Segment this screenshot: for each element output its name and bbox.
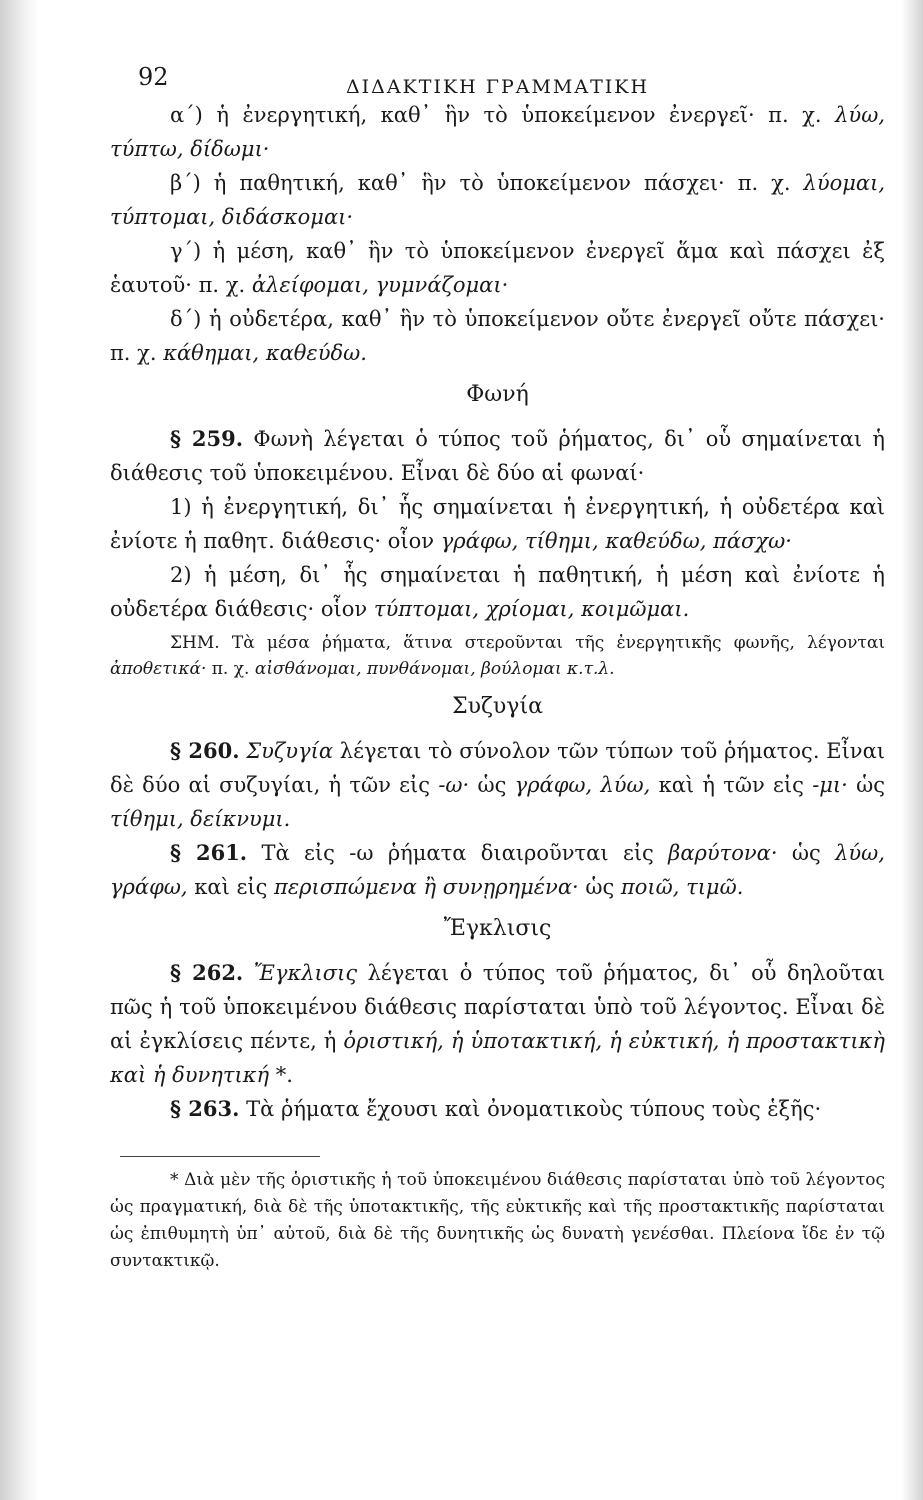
section-260-text: λέγεται τὸ σύνολον τῶν τύπων τοῦ ῥήματος. Εἶναι δὲ δύο αἱ συζυγίαι, ἡ τῶν εἰς — [110, 739, 885, 797]
section-259-item-2 — [110, 558, 885, 626]
note-text: ΣΗΜ. Τὰ μέσα ῥήματα, ἅτινα στεροῦνται τῆς ἐνεργητικῆς φωνῆς, λέγονται — [170, 633, 885, 653]
section-259-note — [110, 630, 885, 682]
section-259-item-1 — [110, 490, 885, 558]
section-261-mid2: καὶ εἰς — [187, 875, 275, 899]
voice-c — [110, 234, 885, 302]
section-263 — [110, 1092, 885, 1126]
section-260 — [110, 734, 885, 836]
voice-c-examples: ἀλείφομαι, γυμνάζομαι· — [251, 273, 509, 297]
voice-a-examples: λύω, τύπτω, δίδωμι· — [110, 103, 885, 161]
footnote-marker: *. — [269, 1063, 293, 1087]
section-262-term: Ἔγκλισις — [243, 961, 358, 985]
section-263-text: Τὰ ῥήματα ἔχουσι καὶ ὀνοματικοὺς τύπους τοὺς ἑξῆς· — [239, 1097, 822, 1121]
section-heading-enklisis: Ἔγκλισις — [443, 916, 552, 941]
section-heading-syzygia: Συζυγία — [452, 694, 543, 719]
item-2-examples: τύπτομαι, χρίομαι, κοιμῶμαι. — [373, 597, 690, 621]
voice-b-text: β΄) ἡ παθητική, καθ᾽ ἣν τὸ ὑποκείμενον πάσχει· π. χ. — [170, 171, 804, 195]
section-261-text: Τὰ εἰς -ω ῥήματα διαιροῦνται εἰς — [247, 841, 669, 865]
note-examples: αἰσθάνομαι, πυνθάνομαι, βούλομαι κ.τ.λ. — [254, 659, 615, 679]
page-header — [110, 50, 885, 98]
mood-list: ὁριστική, ἡ ὑποτακτική, ἡ εὐκτική, ἡ προστακτικὴ καὶ ἡ δυνητική — [110, 1029, 886, 1087]
term-barytona: βαρύτονα· — [668, 841, 778, 865]
section-260-mid: ὡς — [469, 773, 515, 797]
section-259-text: Φωνὴ λέγεται ὁ τύπος τοῦ ῥήματος, δι᾽ οὗ σημαίνεται ἡ διάθεσις τοῦ ὑποκειμένου. Εἶναι δὲ δύο αἱ φωναί· — [110, 427, 885, 485]
voice-a — [110, 98, 885, 166]
footnote-rule — [120, 1156, 320, 1157]
note-term: ἀποθετικά· — [110, 659, 207, 679]
section-261-mid: ὡς — [777, 841, 836, 865]
section-number: § 261. — [170, 840, 248, 865]
voice-d — [110, 302, 885, 370]
section-260-mid3: ὡς — [847, 773, 885, 797]
voice-b-examples: λύομαι, τύπτομαι, διδάσκομαι· — [110, 171, 885, 229]
ending-omega: -ω· — [438, 773, 470, 797]
section-heading-phone: Φωνή — [466, 382, 529, 407]
section-260-mid2: καὶ ἡ τῶν εἰς — [650, 773, 813, 797]
section-number: § 259. — [170, 426, 244, 451]
voice-c-text: γ΄) ἡ μέση, καθ᾽ ἣν τὸ ὑποκείμενον ἐνεργεῖ ἅμα καὶ πάσχει ἐξ ἑαυτοῦ· π. χ. — [110, 239, 885, 297]
footnote: * Διὰ μὲν τῆς ὁριστικῆς ἡ τοῦ ὑποκειμένου διάθεσις παρίσταται ὑπὸ τοῦ λέγοντος ὡς πραγματική, διὰ δὲ τῆς ὑποτακτικῆς, τῆς εὐκτικῆς καὶ τῆς προστακτικῆς παρίσταται ὡς ἐπιθυμητὴ ὑπ᾽ αὐτοῦ, διὰ δὲ τῆς δυνητικῆς ὡς δυνατὴ γενέσθαι. Πλείονα ἴδε ἐν τῷ συντακτικῷ. — [110, 1170, 885, 1271]
section-260-term: Συζυγία — [239, 739, 334, 763]
example-perispomena: ποιῶ, τιμῶ. — [620, 875, 744, 899]
example-omega: γράφω, λύω, — [514, 773, 651, 797]
note-mid: π. χ. — [206, 659, 255, 679]
section-261 — [110, 836, 885, 904]
voice-a-text: α΄) ἡ ἐνεργητική, καθ᾽ ἣν τὸ ὑποκείμενον ἐνεργεῖ· π. χ. — [170, 103, 836, 127]
term-perispomena: περισπώμενα ἢ συνῃρημένα· — [274, 875, 579, 899]
item-1-examples: γράφω, τίθημι, καθεύδω, πάσχω· — [440, 529, 792, 553]
item-2-text: 2) ἡ μέση, δι᾽ ἧς σημαίνεται ἡ παθητική, ἡ μέση καὶ ἐνίοτε ἡ οὐδετέρα διάθεσις· οἷον — [110, 563, 885, 621]
voice-d-examples: κάθημαι, καθεύδω. — [163, 341, 367, 365]
page-edge-right — [901, 0, 923, 1500]
running-title: ΔΙΔΑΚΤΙΚΗ ΓΡΑΜΜΑΤΙΚΗ — [345, 76, 650, 98]
item-1-text: 1) ἡ ἐνεργητική, δι᾽ ἧς σημαίνεται ἡ ἐνεργητική, ἡ οὐδετέρα καὶ ἐνίοτε ἡ παθητ. διάθεσις· οἷον — [110, 495, 885, 553]
section-number: § 260. — [170, 738, 240, 763]
section-number: § 262. — [170, 960, 244, 985]
page-number: 92 — [138, 63, 169, 91]
book-page — [110, 50, 885, 1470]
section-261-mid3: ὡς — [578, 875, 621, 899]
example-barytona: λύω, γράφω, — [110, 841, 885, 899]
ending-mi: -μι· — [812, 773, 848, 797]
example-mi: τίθημι, δείκνυμι. — [110, 807, 291, 831]
section-262-text: λέγεται ὁ τύπος τοῦ ῥήματος, δι᾽ οὗ δηλοῦται πῶς ἡ τοῦ ὑποκειμένου διάθεσις παρίσταται ὑπὸ τοῦ λέγοντος. Εἶναι δὲ αἱ ἐγκλίσεις πέντε, ἡ — [110, 961, 885, 1053]
voice-b — [110, 166, 885, 234]
section-259 — [110, 422, 885, 490]
section-number: § 263. — [170, 1096, 240, 1121]
voice-d-text: δ΄) ἡ οὐδετέρα, καθ᾽ ἣν τὸ ὑποκείμενον οὔτε ἐνεργεῖ οὔτε πάσχει· π. χ. — [110, 307, 885, 365]
page-edge-left — [0, 0, 38, 1500]
section-262 — [110, 956, 885, 1092]
